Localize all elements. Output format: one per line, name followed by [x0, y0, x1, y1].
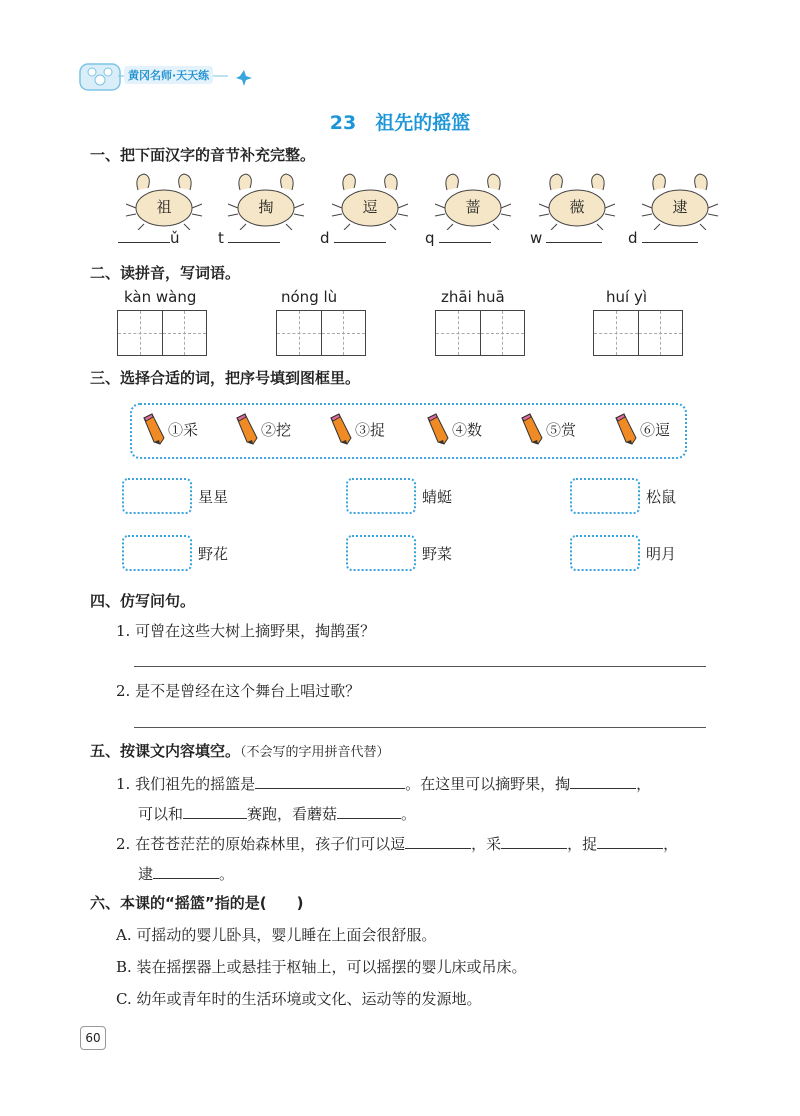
pinyin-word-3: zhāi huā — [441, 288, 505, 306]
answer-box-2[interactable] — [346, 478, 416, 514]
section-6-heading: 六、本课的“摇篮”指的是( ) — [90, 894, 304, 912]
choice-4 — [424, 412, 482, 446]
section-2-heading: 二、读拼音，写词语。 — [90, 264, 241, 282]
choice-1 — [140, 412, 198, 446]
option-b[interactable]: B. 装在摇摆器上或悬挂于枢轴上，可以摇摆的婴儿床或吊床。 — [116, 958, 527, 976]
text-segment: 。 — [401, 805, 417, 823]
series-label: 黄冈名师·天天练 — [124, 66, 213, 84]
fill-blank[interactable] — [153, 862, 219, 879]
fill-word-4: 野花 — [198, 545, 229, 563]
text-segment: 逮 — [138, 865, 154, 883]
fill-line-5-2 — [138, 802, 416, 824]
choice-2 — [233, 412, 291, 446]
pinyin-hint: d — [628, 229, 638, 247]
crab-6 — [640, 170, 720, 230]
fill-word-2: 蜻蜓 — [422, 488, 453, 506]
question-4-2: 2. 是不是曾经在这个舞台上唱过歌？ — [116, 682, 361, 700]
crab-char: 薇 — [569, 198, 585, 216]
pencil-icon — [140, 412, 166, 446]
crab-3 — [330, 170, 410, 230]
writing-grid-3[interactable] — [435, 310, 525, 356]
choice-3 — [327, 412, 385, 446]
crab-1 — [124, 170, 204, 230]
choice-5 — [518, 412, 576, 446]
crab-char: 祖 — [156, 198, 172, 216]
page-title: 23 祖先的摇篮 — [329, 112, 471, 134]
pinyin-hint: t — [218, 229, 224, 247]
section-3-heading: 三、选择合适的词，把序号填到图框里。 — [90, 369, 361, 387]
pinyin-blank-6[interactable] — [628, 228, 698, 247]
answer-box-5[interactable] — [346, 535, 416, 571]
pinyin-blank-1[interactable] — [118, 228, 180, 247]
choice-label: ⑥逗 — [640, 420, 671, 439]
pinyin-word-1: kàn wàng — [124, 288, 197, 306]
choice-label: ③捉 — [355, 420, 386, 439]
pinyin-blank-3[interactable] — [320, 228, 386, 247]
text-segment: 1. 我们祖先的摇篮是 — [116, 775, 256, 793]
fill-blank[interactable] — [405, 832, 471, 849]
fill-word-6: 明月 — [646, 545, 677, 563]
crab-5 — [537, 170, 617, 230]
writing-grid-1[interactable] — [117, 310, 207, 356]
answer-box-4[interactable] — [122, 535, 192, 571]
fill-blank[interactable] — [255, 772, 405, 789]
choice-label: ①采 — [168, 420, 199, 439]
pencil-icon — [327, 412, 353, 446]
crab-2 — [226, 170, 306, 230]
fill-word-3: 松鼠 — [646, 488, 677, 506]
section-1-heading: 一、把下面汉字的音节补充完整。 — [90, 146, 316, 164]
option-c[interactable]: C. 幼年或青年时的生活环境或文化、运动等的发源地。 — [116, 990, 482, 1008]
text-segment: 。 — [219, 865, 235, 883]
choices-box — [130, 403, 687, 459]
fill-blank[interactable] — [337, 802, 401, 819]
fill-blank[interactable] — [597, 832, 663, 849]
option-a[interactable]: A. 可摇动的婴儿卧具，婴儿睡在上面会很舒服。 — [116, 926, 437, 944]
answer-box-6[interactable] — [570, 535, 640, 571]
crab-char: 逗 — [362, 198, 378, 216]
pinyin-word-2: nóng lù — [281, 288, 338, 306]
fill-word-5: 野菜 — [422, 545, 453, 563]
fill-blank[interactable] — [501, 832, 567, 849]
text-segment: 。在这里可以摘野果，掏 — [405, 775, 571, 793]
page-number: 60 — [80, 1026, 106, 1050]
section-5-title: 五、按课文内容填空。 — [90, 742, 241, 760]
fill-line-5-1 — [116, 772, 651, 794]
text-segment: 2. 在苍苍茫茫的原始森林里，孩子们可以逗 — [116, 835, 406, 853]
pencil-icon — [612, 412, 638, 446]
pinyin-blank-4[interactable] — [425, 228, 491, 247]
fill-blank[interactable] — [183, 802, 247, 819]
answer-box-1[interactable] — [122, 478, 192, 514]
fill-line-5-3 — [116, 832, 678, 854]
pinyin-blank-2[interactable] — [218, 228, 280, 247]
text-segment: 赛跑，看蘑菇 — [247, 805, 338, 823]
text-segment: ， — [663, 835, 679, 853]
choice-6 — [612, 412, 670, 446]
fill-blank[interactable] — [570, 772, 636, 789]
pinyin-hint: w — [530, 229, 543, 247]
crab-char: 逮 — [672, 198, 688, 216]
fill-line-5-4 — [138, 862, 234, 884]
writing-grid-2[interactable] — [276, 310, 366, 356]
fill-word-1: 星星 — [198, 488, 229, 506]
choice-label: ②挖 — [261, 420, 292, 439]
pencil-icon — [233, 412, 259, 446]
text-segment: ，捉 — [567, 835, 598, 853]
pinyin-hint: ǔ — [170, 229, 180, 247]
section-5-note: （不会写的字用拼音代替） — [240, 745, 390, 760]
pinyin-word-4: huí yì — [606, 288, 647, 306]
choice-label: ⑤赏 — [546, 420, 577, 439]
pinyin-hint: d — [320, 229, 330, 247]
pencil-icon — [424, 412, 450, 446]
answer-line-4-1[interactable] — [134, 666, 706, 667]
text-segment: ，采 — [471, 835, 502, 853]
pencil-icon — [518, 412, 544, 446]
crab-4 — [433, 170, 513, 230]
crab-char: 掏 — [258, 198, 274, 216]
text-segment: ， — [636, 775, 652, 793]
section-5-heading — [90, 740, 390, 761]
pinyin-hint: q — [425, 229, 435, 247]
crab-char: 蔷 — [465, 198, 481, 216]
answer-box-3[interactable] — [570, 478, 640, 514]
question-4-1: 1. 可曾在这些大树上摘野果，掏鹊蛋？ — [116, 622, 376, 640]
choice-label: ④数 — [452, 420, 483, 439]
text-segment: 可以和 — [138, 805, 184, 823]
writing-grid-4[interactable] — [593, 310, 683, 356]
answer-line-4-2[interactable] — [134, 727, 706, 728]
section-4-heading: 四、仿写问句。 — [90, 592, 196, 610]
pinyin-blank-5[interactable] — [530, 228, 602, 247]
